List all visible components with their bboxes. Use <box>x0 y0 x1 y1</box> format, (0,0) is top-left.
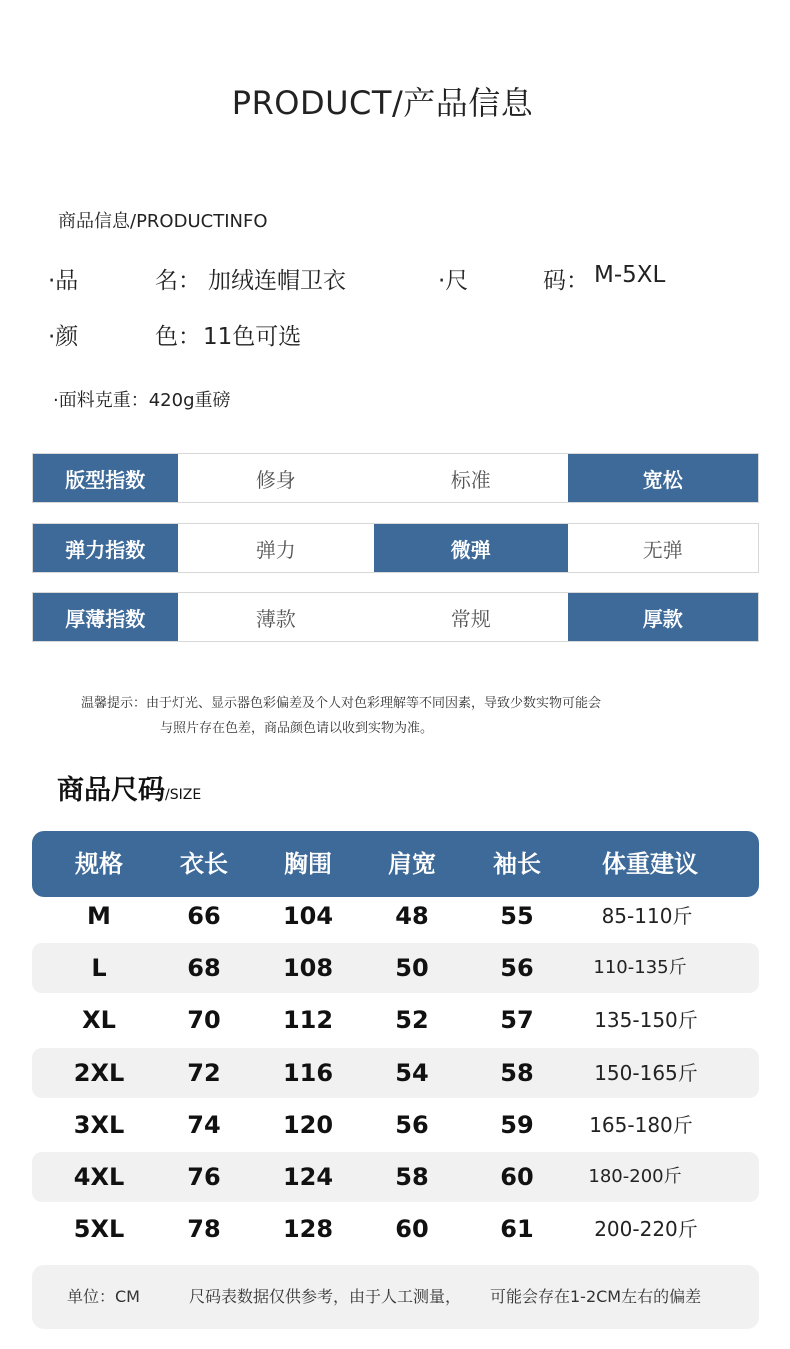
table-cell: 104 <box>282 902 334 930</box>
note-unit: 单位：CM <box>67 1287 140 1306</box>
index-option-selected: 微弹 <box>374 524 567 572</box>
table-cell: 68 <box>187 954 221 982</box>
table-cell: 120 <box>282 1111 334 1139</box>
index-option-selected: 厚款 <box>568 593 758 641</box>
table-cell: 2XL <box>73 1059 125 1087</box>
index-option: 修身 <box>255 467 296 492</box>
table-cell: 70 <box>187 1006 221 1034</box>
index-option: 常规 <box>450 606 491 631</box>
index-row-thickness <box>32 592 759 642</box>
table-cell: 56 <box>395 1111 429 1139</box>
table-row <box>32 891 759 941</box>
size-title-en: /SIZE <box>165 787 202 803</box>
table-cell: 110-135斤 <box>593 957 687 978</box>
index-option-selected: 宽松 <box>568 454 758 502</box>
table-cell: 57 <box>500 1006 534 1034</box>
table-cell: 135-150斤 <box>594 1008 698 1032</box>
table-cell: 52 <box>395 1006 429 1034</box>
index-option: 薄款 <box>255 606 296 631</box>
index-option: 弹力 <box>255 537 296 562</box>
header-cell: 规格 <box>75 850 123 878</box>
table-cell: 72 <box>187 1059 221 1087</box>
table-cell: 56 <box>500 954 534 982</box>
table-cell: XL <box>82 1006 116 1034</box>
color-value: 11色可选 <box>203 324 302 350</box>
table-cell: 61 <box>500 1215 534 1243</box>
name-value: 加绒连帽卫衣 <box>208 268 346 294</box>
size-table-header <box>32 831 759 897</box>
fabric-weight: ·面料克重：420g重磅 <box>53 390 231 411</box>
product-info-subtitle: 商品信息/PRODUCTINFO <box>58 211 268 232</box>
table-cell: 108 <box>282 954 334 982</box>
name-label: ·品 <box>48 268 79 294</box>
note-text-1: 尺码表数据仅供参考，由于人工测量， <box>189 1287 462 1306</box>
table-cell: 60 <box>395 1215 429 1243</box>
size-title-cn: 商品尺码 <box>57 775 165 806</box>
table-cell: 54 <box>395 1059 429 1087</box>
table-cell: L <box>91 954 107 982</box>
table-cell: 58 <box>500 1059 534 1087</box>
index-option: 无弹 <box>642 537 683 562</box>
size-value: M-5XL <box>594 262 666 288</box>
table-cell: 180-200斤 <box>588 1166 682 1187</box>
header-cell: 胸围 <box>284 850 332 878</box>
size-label-suffix: 码： <box>543 268 589 294</box>
size-section-title <box>57 768 201 807</box>
table-row <box>32 995 759 1045</box>
table-cell: 48 <box>395 902 429 930</box>
table-row <box>32 1100 759 1150</box>
index-row-elasticity <box>32 523 759 573</box>
table-cell: 58 <box>395 1163 429 1191</box>
name-label-suffix: 名： <box>155 268 201 294</box>
table-cell: 60 <box>500 1163 534 1191</box>
index-label: 厚薄指数 <box>33 593 178 641</box>
table-cell: 74 <box>187 1111 221 1139</box>
measurement-note <box>32 1265 759 1329</box>
header-cell: 体重建议 <box>602 850 698 878</box>
table-cell: 76 <box>187 1163 221 1191</box>
header-cell: 袖长 <box>493 850 541 878</box>
table-cell: 150-165斤 <box>594 1061 698 1085</box>
table-row <box>32 1204 759 1254</box>
color-label: ·颜 <box>48 324 79 350</box>
table-cell: 66 <box>187 902 221 930</box>
index-option: 标准 <box>450 467 491 492</box>
index-row-fit <box>32 453 759 503</box>
table-cell: 59 <box>500 1111 534 1139</box>
table-cell: 55 <box>500 902 534 930</box>
header-cell: 肩宽 <box>388 850 436 878</box>
table-row <box>32 1152 759 1202</box>
table-row <box>32 1048 759 1098</box>
table-cell: 128 <box>282 1215 334 1243</box>
table-cell: M <box>87 902 111 930</box>
index-label: 版型指数 <box>33 454 178 502</box>
index-label: 弹力指数 <box>33 524 178 572</box>
tip-line-1: 温馨提示：由于灯光、显示器色彩偏差及个人对色彩理解等不同因素，导致少数实物可能会 <box>81 696 602 711</box>
note-text-2: 可能会存在1-2CM左右的偏差 <box>490 1287 702 1306</box>
table-cell: 78 <box>187 1215 221 1243</box>
table-cell: 116 <box>282 1059 334 1087</box>
page-title: PRODUCT/产品信息 <box>231 84 534 122</box>
table-cell: 112 <box>282 1006 334 1034</box>
table-cell: 124 <box>282 1163 334 1191</box>
header-cell: 衣长 <box>180 850 228 878</box>
table-cell: 3XL <box>73 1111 125 1139</box>
size-label: ·尺 <box>438 268 469 294</box>
table-cell: 4XL <box>73 1163 125 1191</box>
table-cell: 85-110斤 <box>601 904 693 928</box>
color-label-suffix: 色： <box>155 324 201 350</box>
table-cell: 50 <box>395 954 429 982</box>
table-cell: 200-220斤 <box>594 1217 698 1241</box>
table-row <box>32 943 759 993</box>
table-cell: 165-180斤 <box>589 1113 693 1137</box>
tip-line-2: 与照片存在色差，商品颜色请以收到实物为准。 <box>160 721 434 736</box>
table-cell: 5XL <box>73 1215 125 1243</box>
